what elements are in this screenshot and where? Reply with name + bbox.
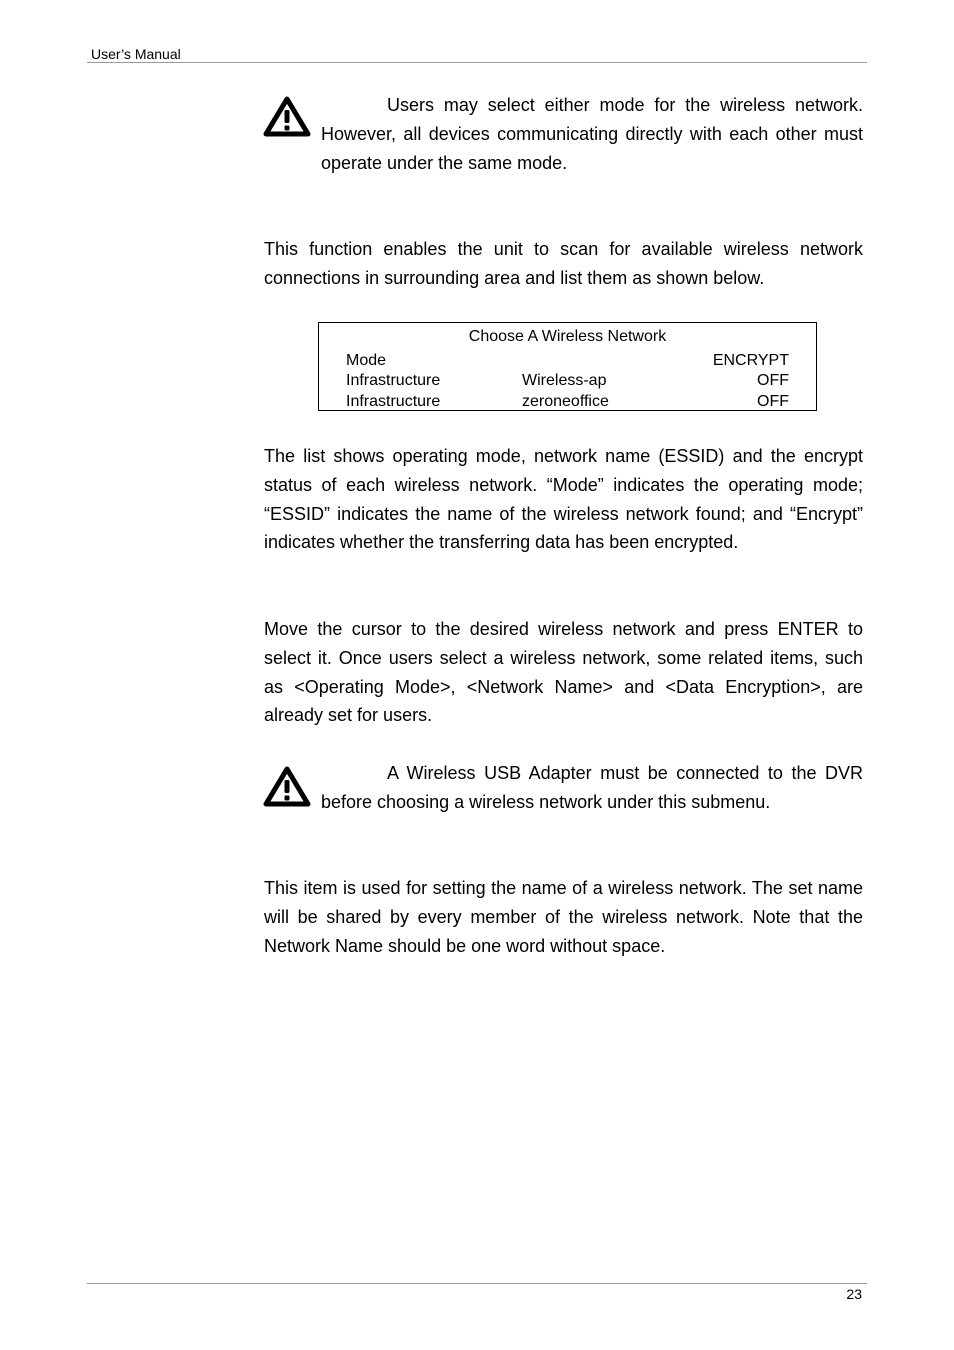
selection-description: Move the cursor to the desired wireless network and press ENTER to select it. Once users select a wireless network, some related items, such as <Operating Mode>, <Network Name> and <Data Encryption>, are already set for users. bbox=[264, 619, 863, 726]
warning-icon bbox=[263, 766, 311, 808]
footer-rule bbox=[87, 1283, 867, 1284]
row-encrypt: OFF bbox=[757, 393, 789, 410]
row-mode: Infrastructure bbox=[346, 393, 441, 410]
row-essid: zeroneoffice bbox=[522, 393, 609, 410]
note-text: A Wireless USB Adapter must be connected to the DVR before choosing a wireless network under this submenu. bbox=[321, 763, 863, 812]
network-name-description: This item is used for setting the name of a wireless network. The set name will be shared by every member of the wireless network. Note that the Network Name should be one word without space. bbox=[264, 878, 863, 956]
list-title: Choose A Wireless Network bbox=[468, 328, 667, 345]
column-header-encrypt: ENCRYPT bbox=[712, 352, 789, 369]
page-number: 23 bbox=[846, 1286, 862, 1302]
note-text: Users may select either mode for the wireless network. However, all devices communicating directly with each other must operate under the same mode. bbox=[321, 95, 863, 173]
row-encrypt: OFF bbox=[757, 372, 789, 389]
list-description: The list shows operating mode, network name (ESSID) and the encrypt status of each wireless network. “Mode” indicates the operating mode; “ESSID” indicates the name of the wireless network found; and “Encrypt” indicates whether the transferring data has been encrypted. bbox=[264, 446, 863, 553]
scan-description: This function enables the unit to scan for available wireless network connections in surrounding area and list them as shown below. bbox=[264, 239, 863, 288]
wireless-network-list bbox=[318, 322, 817, 411]
header-rule bbox=[87, 62, 867, 63]
warning-icon bbox=[263, 96, 311, 138]
row-essid: Wireless-ap bbox=[522, 372, 607, 389]
column-header-mode: Mode bbox=[346, 352, 387, 369]
header-title: User’s Manual bbox=[91, 46, 181, 62]
row-mode: Infrastructure bbox=[346, 372, 441, 389]
